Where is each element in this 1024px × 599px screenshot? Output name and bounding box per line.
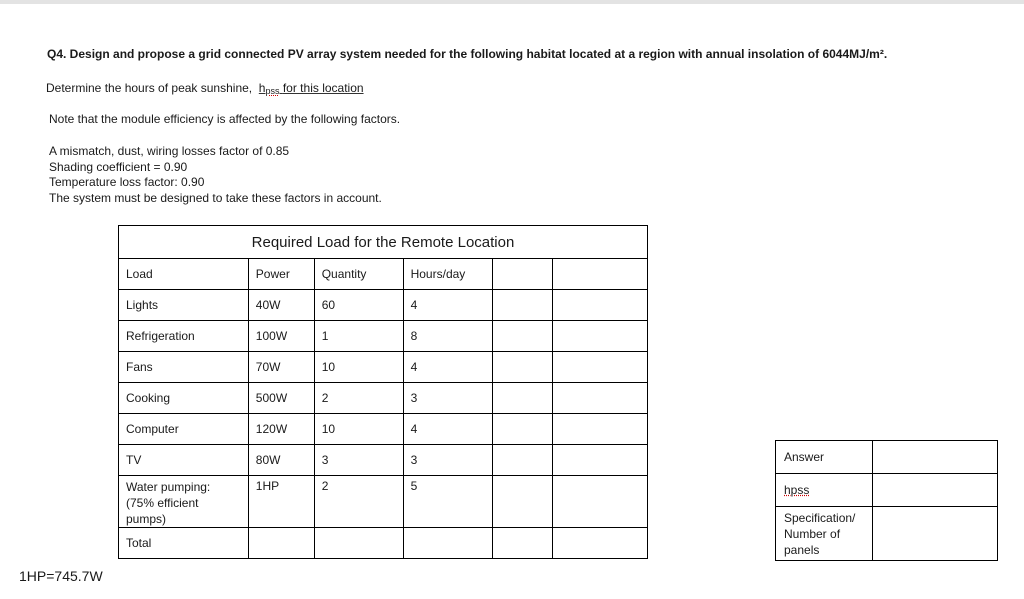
row-quantity: 10 <box>314 352 403 383</box>
row-power: 40W <box>248 290 314 321</box>
spec-label <box>776 507 873 561</box>
header-hours: Hours/day <box>403 259 492 290</box>
row-load: Fans <box>119 352 249 383</box>
total-row <box>119 528 648 559</box>
row-empty-cell <box>492 383 553 414</box>
row-quantity: 10 <box>314 414 403 445</box>
hpss-value-cell <box>873 474 998 507</box>
row-load: TV <box>119 445 249 476</box>
row-quantity: 2 <box>314 476 403 528</box>
header-quantity: Quantity <box>314 259 403 290</box>
note-line: Note that the module efficiency is affected by the following factors. <box>49 112 401 126</box>
row-quantity: 60 <box>314 290 403 321</box>
row-power: 70W <box>248 352 314 383</box>
question-title: Q4. Design and propose a grid connected PV array system needed for the following habitat located at a region with annual insolation of 6044MJ/m². <box>47 47 888 61</box>
row-power: 120W <box>248 414 314 445</box>
row-hours: 4 <box>403 290 492 321</box>
hpss-symbol: h <box>258 81 266 95</box>
header-load: Load <box>119 259 249 290</box>
row-empty-cell <box>403 528 492 559</box>
row-empty-cell <box>492 528 553 559</box>
answer-label: Answer <box>776 441 873 474</box>
row-empty-cell <box>492 290 553 321</box>
spec-value-cell <box>873 507 998 561</box>
row-load: Computer <box>119 414 249 445</box>
table-row <box>119 414 648 445</box>
table-row <box>119 476 648 528</box>
row-power: 1HP <box>248 476 314 528</box>
row-empty-cell <box>492 445 553 476</box>
header-empty-2 <box>553 259 648 290</box>
load-table-title: Required Load for the Remote Location <box>119 226 648 259</box>
factor-mismatch: A mismatch, dust, wiring losses factor of 0.85 <box>49 144 290 158</box>
header-power: Power <box>248 259 314 290</box>
row-hours: 5 <box>403 476 492 528</box>
row-load: Water pumping: (75% efficient pumps) <box>119 476 249 528</box>
row-load: Refrigeration <box>119 321 249 352</box>
table-row <box>119 383 648 414</box>
row-empty-cell <box>553 528 648 559</box>
row-hours: 4 <box>403 414 492 445</box>
hpss-label: hpss <box>776 474 873 507</box>
row-quantity: 2 <box>314 383 403 414</box>
row-empty-cell <box>553 445 648 476</box>
determine-prefix: Determine the hours of peak sunshine, <box>46 81 253 95</box>
row-empty-cell <box>492 321 553 352</box>
row-empty-cell <box>492 352 553 383</box>
hp-conversion-note: 1HP=745.7W <box>19 568 103 584</box>
row-hours: 4 <box>403 352 492 383</box>
table-row <box>119 290 648 321</box>
row-quantity: 3 <box>314 445 403 476</box>
determine-line <box>46 80 364 99</box>
hpss-row <box>776 474 998 507</box>
row-power: 500W <box>248 383 314 414</box>
spec-row <box>776 507 998 561</box>
header-empty-1 <box>492 259 553 290</box>
load-table <box>118 225 648 559</box>
spec-label-line-3: panels <box>784 542 820 557</box>
total-label: Total <box>119 528 249 559</box>
row-hours: 8 <box>403 321 492 352</box>
table-row <box>119 321 648 352</box>
row-load: Cooking <box>119 383 249 414</box>
hpss-subscript: pss <box>265 86 280 96</box>
factor-temperature: Temperature loss factor: 0.90 <box>49 175 205 189</box>
row-empty-cell <box>553 414 648 445</box>
row-hours: 3 <box>403 445 492 476</box>
factor-design-note: The system must be designed to take these factors in account. <box>49 190 382 205</box>
answer-value-cell <box>873 441 998 474</box>
table-header-row <box>119 259 648 290</box>
row-empty-cell <box>492 414 553 445</box>
factor-shading: Shading coefficient = 0.90 <box>49 159 188 174</box>
row-load: Lights <box>119 290 249 321</box>
row-empty-cell <box>553 290 648 321</box>
row-empty-cell <box>553 321 648 352</box>
table-row <box>119 352 648 383</box>
row-empty-cell <box>492 476 553 528</box>
table-row <box>119 445 648 476</box>
row-power: 100W <box>248 321 314 352</box>
top-border <box>0 0 1024 4</box>
answer-table <box>775 440 998 561</box>
row-quantity: 1 <box>314 321 403 352</box>
row-empty-cell <box>248 528 314 559</box>
row-empty-cell <box>314 528 403 559</box>
row-hours: 3 <box>403 383 492 414</box>
spec-label-line-1: Specification/ <box>784 510 856 525</box>
determine-suffix: for this location <box>282 81 364 95</box>
spec-label-line-2: Number of <box>784 526 841 541</box>
factors-list <box>49 144 382 206</box>
row-power: 80W <box>248 445 314 476</box>
row-empty-cell <box>553 383 648 414</box>
row-empty-cell <box>553 476 648 528</box>
row-empty-cell <box>553 352 648 383</box>
answer-row <box>776 441 998 474</box>
